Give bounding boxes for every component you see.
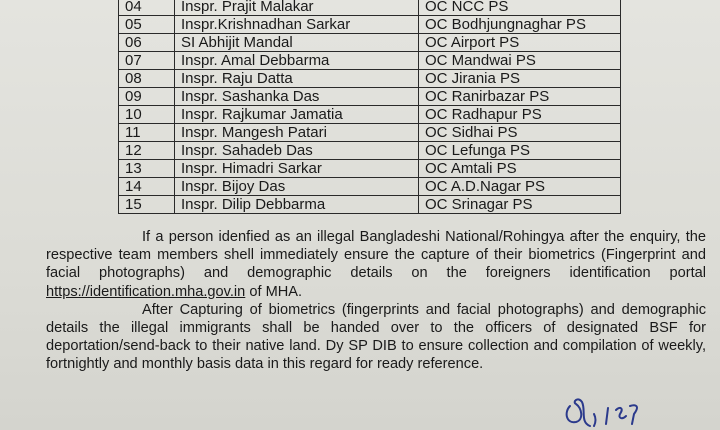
officer-name-cell: Inspr. Prajit Malakar [175,0,419,16]
serial-number-cell: 07 [119,52,175,70]
posting-cell: OC Radhapur PS [419,106,621,124]
serial-number-cell: 09 [119,88,175,106]
paragraph1-tail: of MHA. [245,283,303,300]
serial-number-cell: 10 [119,106,175,124]
paragraph-deportation [46,301,706,374]
posting-cell: OC NCC PS [419,0,621,16]
body-text [46,228,706,374]
posting-cell: OC Bodhjungnaghar PS [419,16,621,34]
identification-portal-link[interactable]: https://identification.mha.gov.in [46,283,246,300]
table-row [119,142,621,160]
table-row [119,178,621,196]
serial-number-cell: 06 [119,34,175,52]
officer-name-cell: Inspr. Sashanka Das [175,88,419,106]
posting-cell: OC Ranirbazar PS [419,88,621,106]
posting-cell: OC Sidhai PS [419,124,621,142]
serial-number-cell: 13 [119,160,175,178]
officer-name-cell: Inspr. Amal Debbarma [175,52,419,70]
posting-cell: OC Srinagar PS [419,196,621,214]
table-row [119,0,621,16]
officer-name-cell: Inspr. Himadri Sarkar [175,160,419,178]
table-row [119,196,621,214]
table-row [119,34,621,52]
officer-name-cell: Inspr. Dilip Debbarma [175,196,419,214]
signature-stroke [567,399,637,426]
table-row [119,160,621,178]
table-row [119,52,621,70]
serial-number-cell: 08 [119,70,175,88]
posting-cell: OC Amtali PS [419,160,621,178]
officer-name-cell: Inspr. Sahadeb Das [175,142,419,160]
posting-cell: OC Airport PS [419,34,621,52]
posting-cell: OC Jirania PS [419,70,621,88]
handwritten-signature [560,392,680,430]
serial-number-cell: 15 [119,196,175,214]
posting-cell: OC Mandwai PS [419,52,621,70]
table-row [119,88,621,106]
serial-number-cell: 12 [119,142,175,160]
paragraph2-text: After Capturing of biometrics (fingerprints and facial photographs) and demographic details the illegal immigrants shall be handed over to the officers of designated BSF for deportation/send-back to their native land. Dy SP DIB to ensure collection and compilation of weekly, fortnightly and monthly basis data in this regard for ready reference. [46,301,706,373]
table-row [119,124,621,142]
posting-cell: OC Lefunga PS [419,142,621,160]
roster-table-body [119,0,621,214]
officer-roster-table [118,0,621,214]
officer-name-cell: Inspr.Krishnadhan Sarkar [175,16,419,34]
serial-number-cell: 11 [119,124,175,142]
posting-cell: OC A.D.Nagar PS [419,178,621,196]
officer-name-cell: Inspr. Mangesh Patari [175,124,419,142]
paragraph-identification [46,228,706,301]
table-row [119,106,621,124]
officer-name-cell: Inspr. Raju Datta [175,70,419,88]
table-row [119,16,621,34]
officer-name-cell: Inspr. Bijoy Das [175,178,419,196]
paragraph1-text: If a person idenfied as an illegal Bangladeshi National/Rohingya after the enquiry, the respective team members shell immediately ensure the capture of their biometrics (Fingerprint and facial photographs) and demographic details on the foreigners identification portal [46,229,706,282]
serial-number-cell: 14 [119,178,175,196]
table-row [119,70,621,88]
officer-name-cell: Inspr. Rajkumar Jamatia [175,106,419,124]
serial-number-cell: 04 [119,0,175,16]
serial-number-cell: 05 [119,16,175,34]
officer-name-cell: SI Abhijit Mandal [175,34,419,52]
